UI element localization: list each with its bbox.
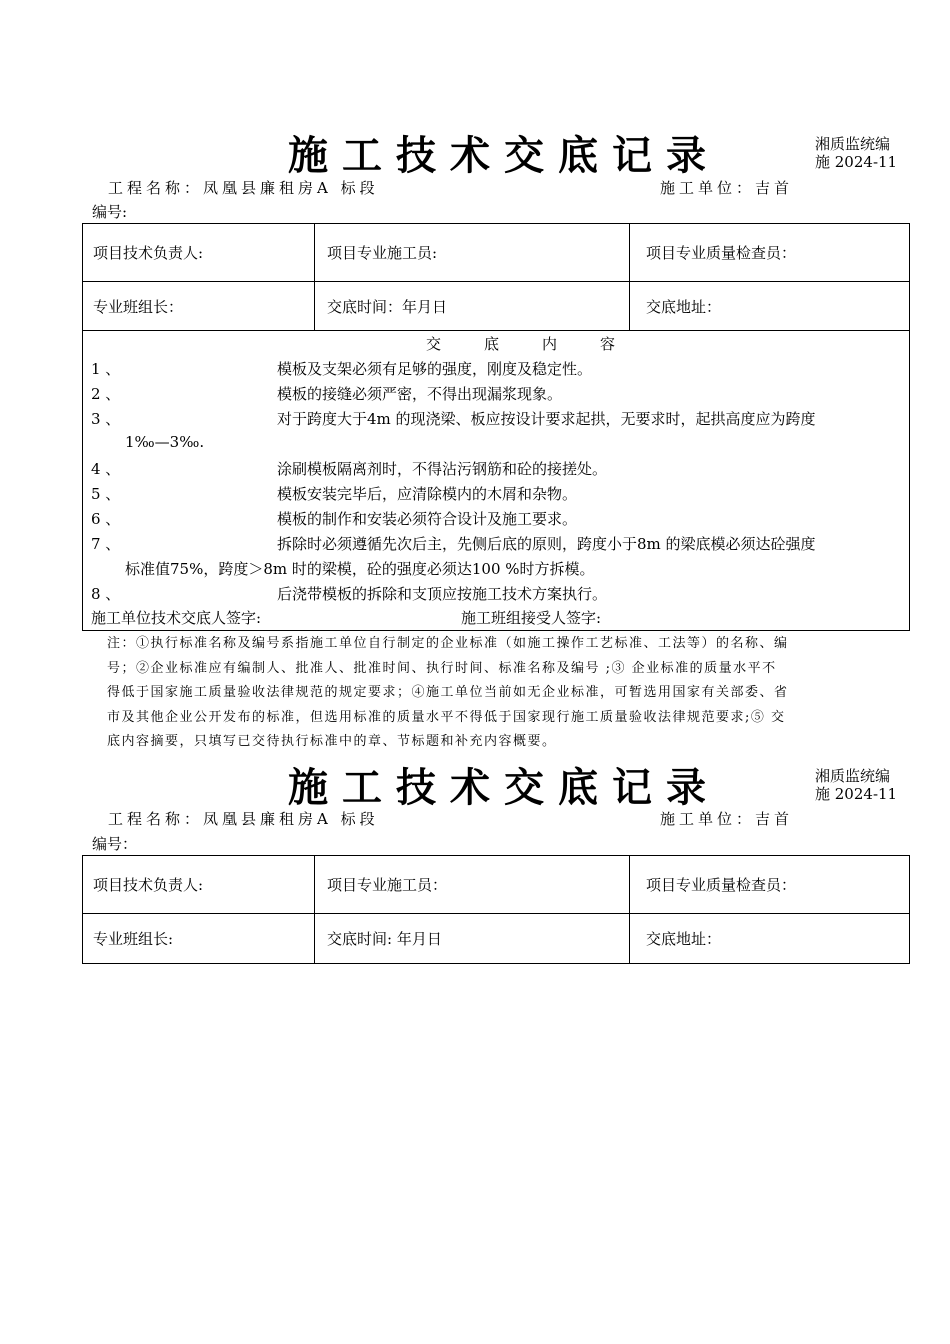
form1-row-briefing	[83, 282, 909, 331]
form2-number-label: 编号：	[92, 835, 138, 853]
form1-number-label: 编号:	[92, 203, 128, 221]
item-2-number: 2 、	[91, 385, 121, 403]
form2-code-line2: 施 2024-11	[815, 785, 898, 803]
footnote-line: 注：①执行标准名称及编号系指施工单位自行制定的企业标准（如施工操作工艺标准、工法等）的名称、编	[107, 636, 789, 651]
form1-code-line2: 施 2024-11	[815, 153, 898, 171]
receiver-signature-label: 施工班组接受人签字:	[461, 609, 602, 627]
footnote-line: 号；②企业标准应有编制人、批准人、批准时间、执行时间、标准名称及编号 ;③ 企业标准的质量水平不	[107, 660, 777, 676]
form1-table	[82, 223, 910, 631]
quality-inspector-cell: 项目专业质量检查员：	[646, 876, 797, 894]
form1-row-personnel	[83, 224, 909, 282]
team-leader-cell: 专业班组长:	[83, 914, 315, 963]
item-2-text: 模板的接缝必须严密，不得出现漏浆现象。	[277, 385, 563, 403]
item-6-number: 6 、	[91, 510, 121, 528]
item-1-text: 模板及支架必须有足够的强度，刚度及稳定性。	[277, 360, 593, 378]
footnote-line: 得低于国家施工质量验收法律规范的规定要求；④施工单位当前如无企业标准，可暂选用国家有关部委、省	[107, 685, 789, 700]
item-6-text: 模板的制作和安装必须符合设计及施工要求。	[277, 510, 578, 528]
form1-code-line1: 湘质监统编	[815, 135, 891, 153]
item-3-text: 对于跨度大于4m 的现浇梁、板应按设计要求起拱，无要求时，起拱高度应为跨度	[277, 410, 816, 428]
construction-worker-cell: 项目专业施工员：	[315, 856, 630, 913]
item-3-number: 3 、	[91, 410, 121, 428]
form1-project-name: 工程名称：凤凰县廉租房A 标段	[108, 179, 379, 197]
quality-inspector-cell: 项目专业质量检查员：	[646, 244, 797, 262]
technical-lead-cell: 项目技术负责人:	[83, 224, 315, 281]
footnote-line: 市及其他企业公开发布的标准，但选用标准的质量水平不得低于国家现行施工质量验收法律规范要求;⑤ 交	[107, 709, 786, 725]
form2-row-briefing	[83, 914, 909, 963]
item-7-continuation: 标准值75%，跨度＞8m 时的梁模，砼的强度必须达100 %时方拆模。	[125, 560, 595, 578]
form2-row-personnel	[83, 856, 909, 914]
briefing-location-cell: 交底地址：	[646, 930, 722, 948]
team-leader-cell: 专业班组长：	[83, 282, 315, 330]
item-7-number: 7 、	[91, 535, 121, 553]
content-heading-char: 内	[542, 335, 558, 353]
form1-footnote	[107, 632, 894, 755]
item-8-text: 后浇带模板的拆除和支顶应按施工技术方案执行。	[277, 585, 608, 603]
form2-code-line1: 湘质监统编	[815, 767, 891, 785]
content-heading-char: 底	[484, 335, 500, 353]
item-7-text: 拆除时必须遵循先次后主，先侧后底的原则，跨度小于8m 的梁底模必须达砼强度	[277, 535, 816, 553]
briefing-time-cell: 交底时间：年月日	[315, 282, 630, 330]
form2-project-name: 工程名称：凤凰县廉租房A 标段	[108, 810, 379, 828]
form1-content-section	[83, 331, 909, 630]
content-heading-char: 容	[600, 335, 616, 353]
briefing-location-cell: 交底地址：	[646, 297, 722, 316]
item-4-text: 涂刷模板隔离剂时，不得沾污钢筋和砼的接搓处。	[277, 460, 608, 478]
item-3-continuation: 1‰—3‰.	[125, 433, 205, 451]
form2-title: 施工技术交底记录	[288, 764, 720, 811]
briefer-signature-label: 施工单位技术交底人签字:	[91, 609, 262, 627]
form2-construction-unit: 施工单位：吉首	[660, 810, 794, 828]
content-heading	[426, 333, 658, 354]
footnote-line: 底内容摘要，只填写已交待执行标准中的章、节标题和补充内容概要。	[107, 734, 557, 749]
item-4-number: 4 、	[91, 460, 121, 478]
item-1-number: 1 、	[91, 360, 121, 378]
item-8-number: 8 、	[91, 585, 121, 603]
construction-worker-cell: 项目专业施工员:	[315, 224, 630, 281]
briefing-time-cell: 交底时间: 年月日	[315, 914, 630, 963]
form1-title: 施工技术交底记录	[288, 132, 720, 179]
content-heading-char: 交	[426, 335, 442, 353]
form1-construction-unit: 施工单位：吉首	[660, 179, 794, 197]
technical-lead-cell: 项目技术负责人:	[83, 856, 315, 913]
item-5-text: 模板安装完毕后，应清除模内的木屑和杂物。	[277, 485, 578, 503]
item-5-number: 5 、	[91, 485, 121, 503]
form2-table	[82, 855, 910, 964]
